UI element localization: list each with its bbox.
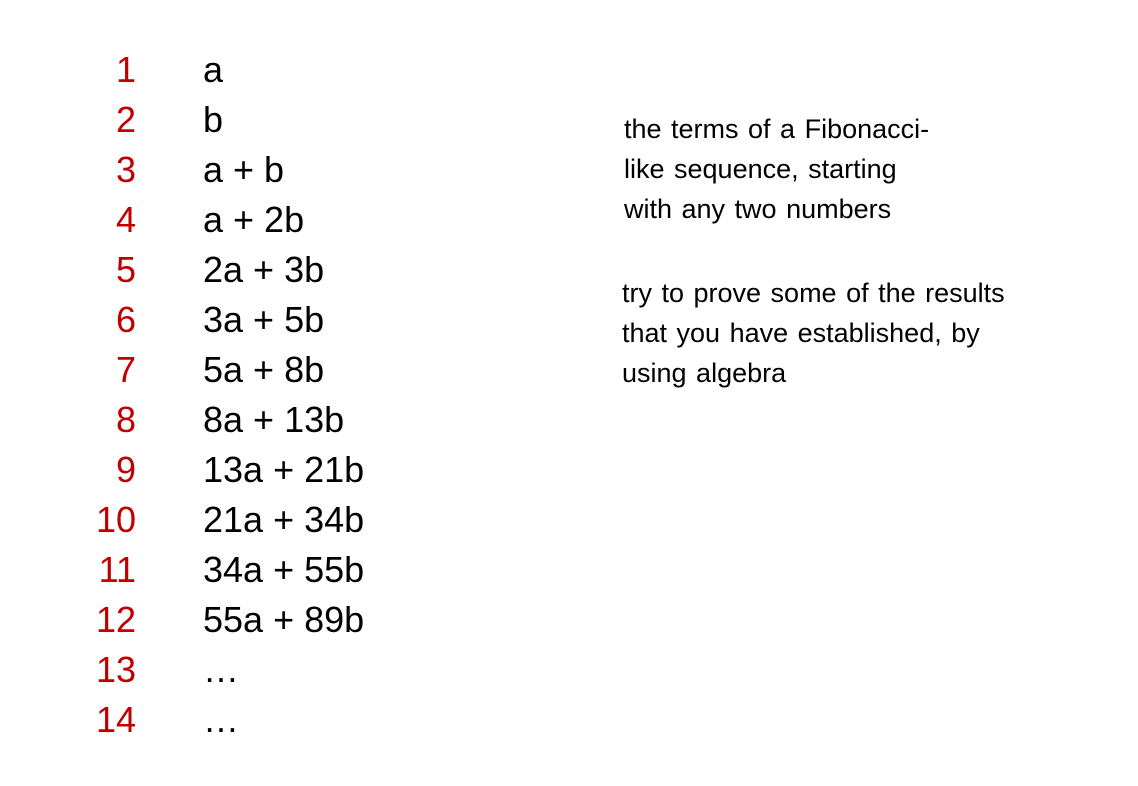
term-row bbox=[0, 645, 520, 695]
term-index: 13 bbox=[95, 649, 136, 690]
term-expression: 13a + 21b bbox=[203, 449, 365, 490]
term-expression: 3a + 5b bbox=[203, 299, 325, 340]
term-expression: 5a + 8b bbox=[203, 349, 325, 390]
task-note-line: using algebra bbox=[622, 358, 787, 388]
term-index: 11 bbox=[98, 549, 136, 590]
term-expression: … bbox=[203, 699, 239, 740]
term-row bbox=[0, 545, 520, 595]
term-expression: 55a + 89b bbox=[203, 599, 365, 640]
term-row bbox=[0, 195, 520, 245]
term-row bbox=[0, 295, 520, 345]
term-row bbox=[0, 395, 520, 445]
term-row bbox=[0, 595, 520, 645]
term-index: 4 bbox=[115, 199, 136, 240]
term-index: 14 bbox=[95, 699, 136, 740]
term-expression: a + 2b bbox=[203, 199, 305, 240]
definition-note bbox=[624, 109, 1024, 229]
term-row bbox=[0, 95, 520, 145]
term-index: 5 bbox=[115, 249, 136, 290]
term-row bbox=[0, 695, 520, 745]
task-note-line: that you have established, by bbox=[622, 318, 980, 348]
term-index: 8 bbox=[115, 399, 136, 440]
definition-note-line: with any two numbers bbox=[624, 194, 892, 224]
term-index: 7 bbox=[115, 349, 136, 390]
term-index: 1 bbox=[115, 49, 136, 90]
term-row bbox=[0, 495, 520, 545]
term-expression: 8a + 13b bbox=[203, 399, 345, 440]
definition-note-line: like sequence, starting bbox=[624, 154, 897, 184]
term-expression: 21a + 34b bbox=[203, 499, 365, 540]
term-index: 3 bbox=[115, 149, 136, 190]
term-row bbox=[0, 45, 520, 95]
term-row bbox=[0, 145, 520, 195]
term-row bbox=[0, 345, 520, 395]
term-index: 2 bbox=[115, 99, 136, 140]
term-row bbox=[0, 245, 520, 295]
term-index: 9 bbox=[115, 449, 136, 490]
term-expression: b bbox=[203, 99, 224, 140]
sequence-terms-list bbox=[0, 45, 520, 745]
term-expression: 2a + 3b bbox=[203, 249, 325, 290]
term-expression: 34a + 55b bbox=[203, 549, 365, 590]
term-expression: … bbox=[203, 649, 239, 690]
term-row bbox=[0, 445, 520, 495]
term-index: 10 bbox=[95, 499, 136, 540]
definition-note-line: the terms of a Fibonacci- bbox=[624, 114, 930, 144]
term-expression: a bbox=[203, 49, 224, 90]
task-note-line: try to prove some of the results bbox=[622, 278, 1005, 308]
term-index: 12 bbox=[95, 599, 136, 640]
term-expression: a + b bbox=[203, 149, 285, 190]
task-note bbox=[622, 273, 1092, 393]
term-index: 6 bbox=[115, 299, 136, 340]
